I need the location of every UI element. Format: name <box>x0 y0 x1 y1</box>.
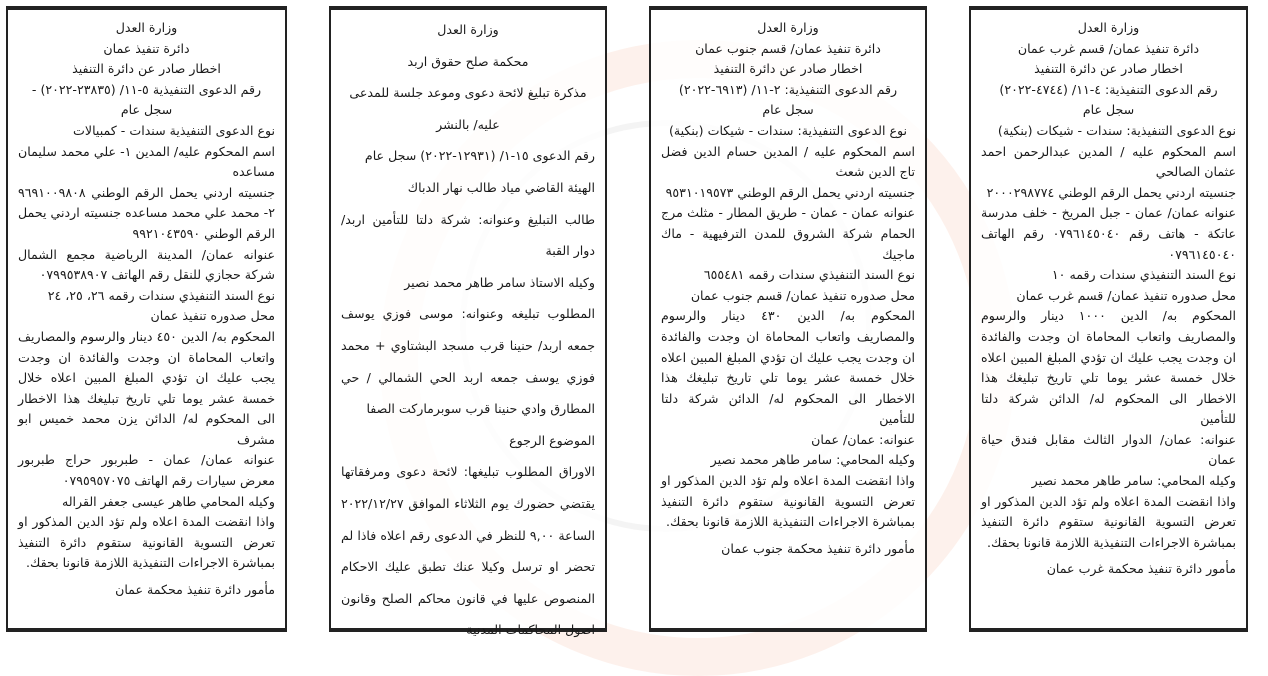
notice-paragraph: عنوانه عمان/ عمان - طبربور حراج طبربور معرض سيارات رقم الهاتف ٠٧٩٥٩٥٧٠٧٥ <box>18 452 275 489</box>
notice-paragraph: جنسيته اردني يحمل الرقم الوطني ٢٠٠٠٢٩٨٧٧٤ <box>986 184 1236 200</box>
notice-paragraph: جنسيته اردني يحمل الرقم الوطني ٩٥٣١٠١٩٥٧٣ <box>665 184 915 200</box>
notice-paragraph: المحكوم به/ الدين ١٠٠٠ دينار والرسوم والمصاريف واتعاب المحاماة ان وجدت والفائدة ان وجدت يجب عليك ان تؤدي المبلغ المبين اعلاه خلال خمسة عشر يوما تلي تاريخ تبليغك هذا الاخطار الى المحكوم له/ الدائن شركة دلتا للتأمين <box>981 308 1236 427</box>
notice-header-line: رقم الدعوى التنفيذية ٥-١١/ (٢٣٨٣٥-٢٠٢٢) - سجل عام <box>31 81 262 118</box>
notice-header-line: نوع الدعوى التنفيذية: سندات - شيكات (بنكية) <box>668 122 908 138</box>
notice-paragraph: الاوراق المطلوب تبليغها: لائحة دعوى ومرفقاتها يقتضي حضورك يوم الثلاثاء الموافق ٢٠٢٢/١٢/٢٧ الساعة ٩,٠٠ للنظر في الدعوى رقم اعلاه فاذا لم تحضر او ترسل وكيلا عنك تطبق عليك الاحكام المنصوص عليها في قانون محاكم الصلح وقانون اصول المحاكمات المدنية <box>341 464 595 638</box>
notice-paragraph: عنوانه: عمان/ عمان <box>811 431 915 447</box>
notice-paragraph: طالب التبليغ وعنوانه: شركة دلتا للتأمين اربد/ دوار القبة <box>341 211 595 259</box>
notice-paragraph: المحكوم به/ الدين ٤٣٠ دينار والرسوم والمصاريف واتعاب المحاماة ان وجدت والفائدة ان وجدت يجب عليك ان تؤدي المبلغ المبين اعلاه خلال خمسة عشر يوما تلي تاريخ تبليغك هذا الاخطار الى المحكوم له/ الدائن شركة دلتا للتأمين <box>661 308 915 427</box>
notice-paragraph: واذا انقضت المدة اعلاه ولم تؤد الدين المذكور او تعرض التسوية القانونية ستقوم دائرة التنفيذ بمباشرة الاجراءات التنفيذية اللازمة قانونا بحقك. <box>661 473 915 530</box>
notice-header-line: اخطار صادر عن دائرة التنفيذ <box>713 61 863 77</box>
notice-paragraph: اسم المحكوم عليه / المدين حسام الدين فضل تاج الدين شعث <box>661 143 915 180</box>
notice-paragraph: الموضوع الرجوع <box>509 432 595 448</box>
notice-paragraph: المحكوم به/ الدين ٤٥٠ دينار والرسوم والمصاريف واتعاب المحاماة ان وجدت والفائدة ان وجدت يجب عليك ان تؤدي المبلغ المبين اعلاه خلال خمسة عشر يوما تلي تاريخ تبليغك هذا الاخطار الى المحكوم له/ الدائن يزن محمد خميس ابو مشرف <box>18 328 275 447</box>
notice-header-line: رقم الدعوى التنفيذية: ٤-١١/ (٤٧٤٤-٢٠٢٢) <box>999 81 1218 97</box>
notice-paragraph: رقم الدعوى ١٥-١/ (١٢٩٣١-٢٠٢٢) سجل عام <box>364 148 595 164</box>
notice-signature: مأمور دائرة تنفيذ محكمة عمان <box>115 582 275 598</box>
notice-paragraph: وكيله الاستاذ سامر طاهر محمد نصير <box>404 274 595 290</box>
notice-header-line: مذكرة تبليغ لائحة دعوى وموعد جلسة للمدعى عليه/ بالنشر <box>349 85 587 132</box>
notice-paragraph: وكيله المحامي: سامر طاهر محمد نصير <box>1031 473 1236 489</box>
notice-paragraph: وكيله المحامي طاهر عيسى جعفر القراله <box>61 493 275 509</box>
notice-paragraph: نوع السند التنفيذي سندات رقمه ١٠ <box>1051 267 1236 283</box>
notice-paragraph: محل صدوره تنفيذ عمان/ قسم جنوب عمان <box>690 287 915 303</box>
notice-paragraph: محل صدوره تنفيذ عمان/ قسم غرب عمان <box>1016 287 1236 303</box>
notice-signature: مأمور دائرة تنفيذ محكمة غرب عمان <box>1046 561 1236 577</box>
notice-header-line: دائرة تنفيذ عمان/ قسم جنوب عمان <box>695 40 881 56</box>
notice-header-line: وزارة العدل <box>1077 20 1140 35</box>
notice-paragraph: واذا انقضت المدة اعلاه ولم تؤد الدين المذكور او تعرض التسوية القانونية ستقوم دائرة التنفيذ بمباشرة الاجراءات التنفيذية اللازمة قانونا بحقك. <box>18 514 275 571</box>
notice-paragraph: وكيله المحامي: سامر طاهر محمد نصير <box>710 452 915 468</box>
notice-paragraph: عنوانه عمان/ عمان - جبل المريخ - خلف مدرسة عاتكة - هاتف رقم ٠٧٩٦١٤٥٠٤٠ رقم الهاتف ٠٧٩٦١٤٥٠٤٠ <box>981 205 1236 262</box>
notice-paragraph: المطلوب تبليغه وعنوانه: موسى فوزي يوسف جمعه اربد/ حنينا قرب مسجد البشتاوي + محمد فوزي يوسف جمعه اربد الحي الشمالي / حي المطارق وادي حنينا قرب سوبرماركت الصفا <box>341 306 595 417</box>
notice-header-line: رقم الدعوى التنفيذية: ٢-١١/ (٦٩١٣-٢٠٢٢) <box>678 81 898 97</box>
notice-paragraph: اسم المحكوم عليه/ المدين ١- علي محمد سليمان مساعده <box>18 143 276 180</box>
notice-paragraph: واذا انقضت المدة اعلاه ولم تؤد الدين المذكور او تعرض التسوية القانونية ستقوم دائرة التنفيذ بمباشرة الاجراءات التنفيذية اللازمة قانونا بحقك. <box>981 493 1236 550</box>
notice-paragraph: عنوانه: عمان/ الدوار الثالث مقابل فندق حياة عمان <box>981 431 1236 468</box>
notice-south-amman <box>649 6 927 632</box>
notice-header-line: اخطار صادر عن دائرة التنفيذ <box>72 61 221 77</box>
notice-paragraph: عنوانه عمان - عمان - طريق المطار - مثلث مرج الحمام شركة الشروق للمدن الترفيهية - ماك ماجيك <box>661 205 915 262</box>
notice-paragraph: عنوانه عمان/ المدينة الرياضية مجمع الشمال شركة حجازي للنقل رقم الهاتف ٠٧٩٩٥٣٨٩٠٧ <box>18 246 275 283</box>
notice-paragraph: محل صدوره تنفيذ عمان <box>150 308 275 324</box>
notice-header-line: وزارة العدل <box>437 22 499 37</box>
notice-paragraph: جنسيته اردني يحمل الرقم الوطني ٩٦٩١٠٠٩٨٠٨ ٢- محمد علي محمد مساعده جنسيته اردني يحمل الرقم الوطني ٩٩٢١٠٤٣٥٩٠ <box>18 184 275 241</box>
notice-header-line: محكمة صلح حقوق اربد <box>407 53 529 69</box>
notice-header-line: اخطار صادر عن دائرة التنفيذ <box>1034 61 1183 77</box>
notice-header-line: وزارة العدل <box>757 20 819 35</box>
notice-irbid-court <box>329 6 607 638</box>
notice-paragraph: الهيئة القاضي مياد طالب نهار الدباك <box>407 179 595 195</box>
notice-paragraph: اسم المحكوم عليه / المدين عبدالرحمن احمد عثمان الصالحي <box>981 143 1236 180</box>
notice-paragraph: نوع الدعوى التنفيذية: سندات - شيكات (بنكية) <box>997 122 1236 138</box>
notice-west-amman <box>969 6 1248 632</box>
notice-header-line: سجل عام <box>1082 102 1135 118</box>
notice-signature: مأمور دائرة تنفيذ محكمة جنوب عمان <box>721 540 915 556</box>
notice-paragraph: نوع السند التنفيذي سندات رقمه ٦٥٥٤٨١ <box>703 267 915 283</box>
notice-header-line: دائرة تنفيذ عمان <box>103 40 190 56</box>
notice-paragraph: نوع الدعوى التنفيذية سندات - كمبيالات <box>73 122 275 138</box>
notice-paragraph: نوع السند التنفيذي سندات رقمه ٢٦، ٢٥، ٢٤ <box>47 287 275 303</box>
notice-amman <box>6 6 287 632</box>
notice-header-line: وزارة العدل <box>115 20 178 35</box>
notice-header-line: سجل عام <box>762 102 814 118</box>
notice-header-line: دائرة تنفيذ عمان/ قسم غرب عمان <box>1017 40 1200 56</box>
